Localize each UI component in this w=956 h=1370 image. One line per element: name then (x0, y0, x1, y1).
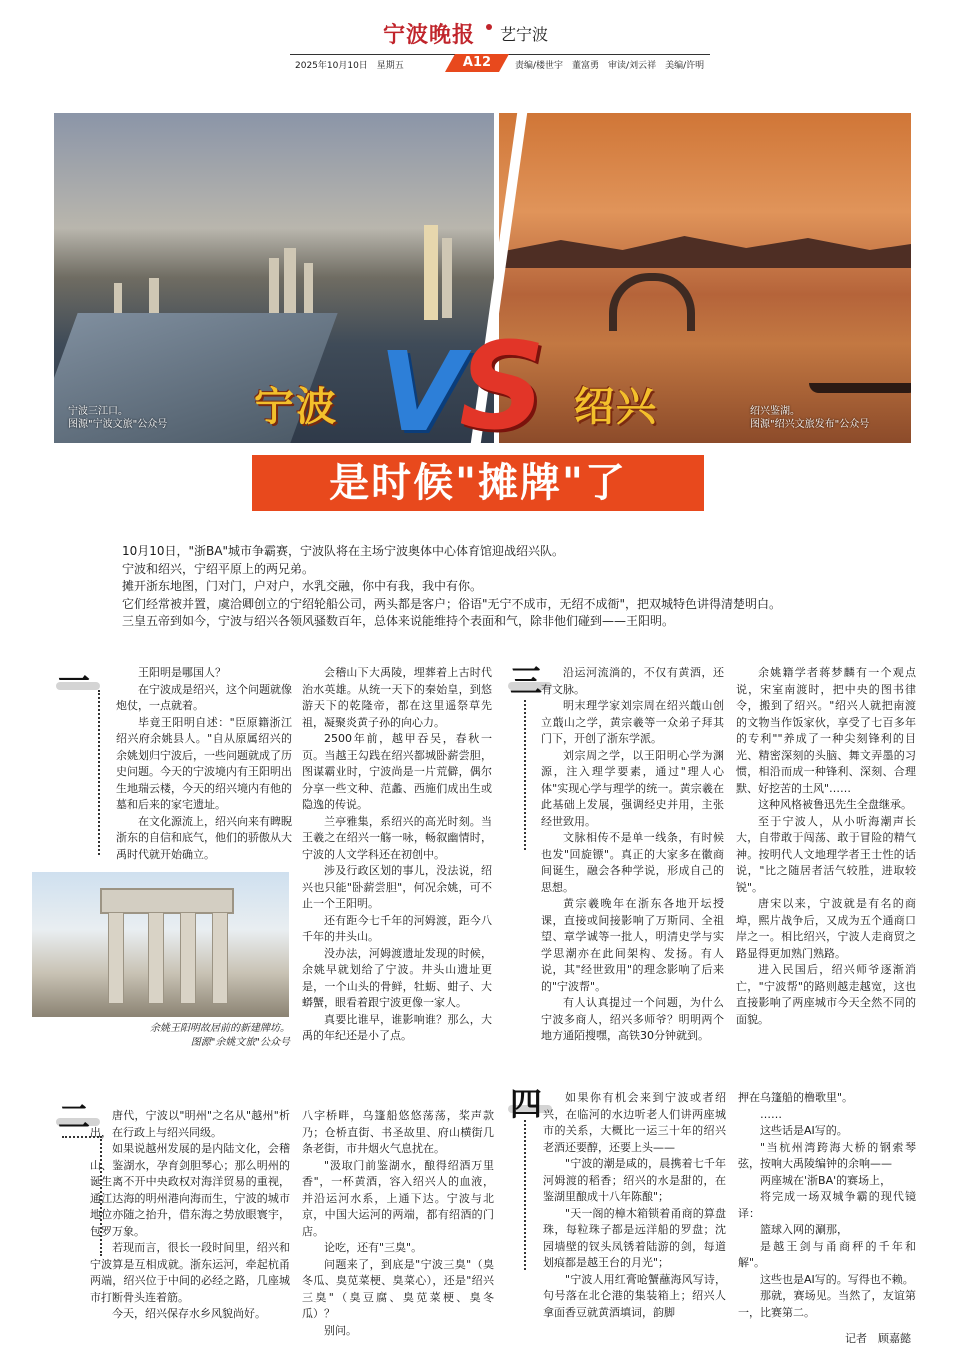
building (424, 225, 438, 320)
section-number-1 (56, 660, 104, 700)
issue-date: 2025年10月10日 星期五 (295, 61, 404, 71)
intro-paragraphs (122, 543, 882, 631)
section2-column1 (90, 1108, 290, 1323)
archway-caption (90, 1022, 290, 1050)
intro-line: 10月10日，"浙BA"城市争霸赛，宁波队将在主场宁波奥体中心体育馆迎战绍兴队。 (122, 544, 565, 558)
paragraph: 唐代，宁波以"明州"之名从"越州"析出，在行政上与绍兴同级。 (90, 1109, 290, 1139)
building (304, 263, 313, 313)
paragraph: 2500年前，越甲吞吴，春秋一页。当越王勾践在绍兴都城卧薪尝胆，图谋霸业时，宁波尚是一片荒僻，偶尔分享一些文种、范蠡、西施们成出生或隐逸的传说。 (302, 732, 492, 811)
paragraph: 今天，绍兴保存水乡风貌尚好。 (112, 1307, 266, 1320)
city-label-ningbo: 宁波 (254, 384, 338, 430)
section-numeral: 三 (510, 662, 543, 700)
dotted-rule (524, 700, 526, 850)
section2-column2 (302, 1108, 494, 1339)
city-label-shaoxing: 绍兴 (574, 384, 658, 430)
paragraph: 若现而言，很长一段时间里，绍兴和宁波算是互相成就。浙东运河，牵起杭甬两端，绍兴位于中间的必经之路，几座城市打断骨头连着筋。 (90, 1241, 290, 1304)
paragraph: 黄宗羲晚年在浙东各地开坛授课，直接或间接影响了万斯同、全祖望、章学诚等一批人，明清史学与实学思潮亦在此间架构、发扬。有人说，其"经世致用"的理念影响了后来的"宁波帮"。 (541, 897, 724, 993)
paragraph: 王阳明是哪国人？ (138, 666, 226, 679)
paragraph: 明末理学家刘宗周在绍兴蕺山创立蕺山之学，黄宗羲等一众弟子拜其门下，开创了浙东学派。 (541, 699, 724, 745)
shaoxing-photo (499, 113, 911, 443)
paragraph: 两座城在'浙BA'的赛场上， (760, 1173, 892, 1187)
masthead-dot (486, 24, 492, 30)
paragraph: 兰亭雅集，系绍兴的高光时刻。当王羲之在绍兴一觞一咏，畅叙幽情时，宁波的人文学科还在初创中。 (302, 814, 492, 861)
paragraph: 有人认真提过一个问题，为什么宁波多商人，绍兴多师爷？明明两个地方通陌搜嘿，高铁30分钟就到。 (541, 996, 724, 1042)
section1-column2 (302, 665, 492, 1045)
section-numeral: 四 (510, 1085, 543, 1123)
page-number: A12 (455, 54, 499, 72)
newspaper-logo: 宁波晚报 (383, 22, 476, 48)
paragraph: "当杭州湾跨海大桥的钢索琴弦，按响大禹陵编钟的余响—— (738, 1140, 916, 1170)
building (149, 278, 159, 313)
paragraph: 篮球入网的涮那， (760, 1223, 848, 1236)
paragraph: "汲取门前鉴湖水，酿得绍酒万里香"，一杯黄酒，容入绍兴人的血液，并沿运河水系，上通下达。宁波与北京，中国大运河的两端，都有绍酒的门店。 (302, 1158, 494, 1238)
paragraph: 在宁波成是绍兴，这个问题就像炮仗，一点就着。 (116, 682, 292, 712)
paragraph: 涉及行政区划的事儿，没法说，绍兴也只能"卧薪尝胆"，何况余姚，可不止一个王阳明。 (302, 864, 492, 910)
archway-pillar (148, 912, 164, 1004)
fishing-boat-shape (809, 383, 911, 393)
editor-credits: 责编/楼世宇 董富勇 审读/刘云祥 美编/许明 (515, 61, 705, 71)
paragraph: 这种风格被鲁迅先生全盘继承。 (758, 798, 912, 811)
section4-column2 (738, 1090, 916, 1321)
hero-image (54, 113, 911, 443)
paragraph: 沿运河流淌的，不仅有黄酒，还有文脉。 (541, 666, 724, 696)
vs-letter-s: S (459, 318, 546, 443)
paragraph: 如果说越州发展的是内陆文化，会稽山、鉴湖水，孕育剑胆琴心；那么明州的诞生离不开中央政权对海洋贸易的重视，通江达海的明州港向海而生，宁波的城市地位亦随之抬升，借东海之势放眼寰宇，包罗万象。 (90, 1142, 290, 1238)
paragraph: 八字桥畔，乌篷船悠悠荡荡，桨声款乃；仓桥直街、书圣故里、府山横街几条老街，市井烟火气息扰在。 (302, 1109, 494, 1155)
archway-pillar (180, 912, 196, 1004)
archway-roof (100, 888, 234, 914)
paragraph: 如果你有机会来到宁波或者绍兴，在临河的水边听老人们讲两座城市的关系，大概比一运三十年的绍兴老酒还要醇，还要上头—— (543, 1091, 726, 1154)
caption-line: 绍兴鉴湖。 (750, 406, 800, 417)
paragraph: …… (760, 1107, 782, 1121)
paragraph: 会稽山下大禹陵，埋葬着上古时代治水英雄。从统一天下的秦始皇，到悠游天下的乾隆帝，都在这里遥祭草先祖，凝聚炎黄子孙的向心力。 (302, 666, 492, 729)
intro-line: 摊开浙东地图，门对门，户对户，水乳交融，你中有我，我中有你。 (122, 579, 483, 593)
section-numeral: 一 (58, 662, 91, 700)
intro-line: 宁波和绍兴，宁绍平原上的两兄弟。 (122, 561, 315, 576)
section-name: 艺宁波 (500, 25, 549, 44)
dotted-rule (524, 1120, 526, 1270)
building (284, 248, 296, 313)
paragraph: 还有距今七千年的河姆渡，距今八千年的井头山。 (302, 913, 492, 943)
caption-credit: 图源"余姚文旅"公众号 (190, 1037, 290, 1048)
caption-credit: 图源"绍兴文旅发布"公众号 (750, 419, 870, 430)
paragraph: 问题来了，到底是"宁波三臭"（臭冬瓜、臭苋菜梗、臭菜心），还是"绍兴三臭"（臭豆腐、臭苋菜梗、臭冬瓜）？ (302, 1257, 494, 1320)
paragraph: 至于宁波人，从小听海潮声长大，自带敢于闯荡、敢于冒险的精气神。按明代人文地理学者王士性的话说，"比之随居者活气较胜，进取较锐"。 (736, 814, 916, 894)
section-numeral: 二 (58, 1098, 91, 1136)
paragraph: 是越王剑与甬商秤的千年和解"。 (738, 1239, 916, 1269)
paragraph: 这些话是AI写的。 (760, 1124, 848, 1137)
section3-column2 (736, 665, 916, 1028)
archway-pillar (108, 912, 124, 1004)
paragraph: 论吃，还有"三臭"。 (324, 1241, 423, 1254)
paragraph: "天一阁的樟木箱锁着甬商的算盘珠，每粒珠子都是远洋船的罗盘；沈园墙壁的钗头凤锈着陆游的剑，每道划痕都是越王台的月光"； (543, 1206, 726, 1269)
archway-pillar (212, 912, 228, 1004)
caption-line: 宁波三江口。 (68, 406, 128, 417)
paragraph: 唐宋以来，宁波就是有名的商埠，熙片战争后，又成为五个通商口岸之一。相比绍兴，宁波人走商贸之路显得更加熟门熟路。 (736, 897, 916, 960)
paragraph: 将完成一场双城争霸的现代镜译： (738, 1190, 916, 1220)
section3-column1 (541, 665, 724, 1045)
dotted-rule (98, 690, 100, 855)
intro-line: 三皇五帝到如今，宁波与绍兴各领风骚数百年，总体来说能维持个表面和气，除非他们碰到——王阳明。 (122, 614, 675, 628)
paragraph: 这些也是AI写的。写得也不赖。 (760, 1272, 914, 1286)
paragraph: 进入民国后，绍兴师爷逐渐消亡，"宁波帮"的路则越走越宽，这也直接影响了两座城市今天全然不同的面貌。 (736, 963, 916, 1026)
section1-column1 (116, 665, 292, 863)
caption-credit: 图源"宁波文旅"公众号 (68, 419, 168, 430)
paragraph: "宁波人用红膏呛蟹蘸海风写诗，句号落在北仑港的集装箱上；绍兴人拿面香豆就黄酒填词，韵脚 (543, 1272, 726, 1319)
left-photo-caption (68, 405, 167, 431)
building (114, 283, 122, 313)
paragraph: 刘宗周之学，以王阳明心学为渊源，注入理学要素，通过"理人心体"实现心学与理学的统一。黄宗羲在此基础上发展，强调经史并用，主张经世致用。 (541, 748, 724, 828)
paragraph: 毕竟王阳明自述："臣原籍浙江绍兴府余姚县人。"自从原属绍兴的余姚划归宁波后，一些问题就成了历史问题。今天的宁波境内有王阳明出生地瑞云楼，今天的绍兴境内有他的墓和后来的家宅遗址。 (116, 715, 292, 811)
building (442, 238, 452, 318)
intro-line: 它们经常被并置，虞洽卿创立的宁绍轮船公司，两头都是客户；俗语"无宁不成市，无绍不成衙"，把双城特色讲得清楚明白。 (122, 596, 782, 611)
paragraph: 余姚籍学者蒋梦麟有一个观点说，宋室南渡时，把中央的图书律令，搬到了绍兴。"绍兴人就把南渡的文物当作饭家伙，享受了七百多年的专利""养成了一种尖刻锋利的目光、精密深刻的头脑、舞文弄墨的习惯，相沿而成一种锋利、深刻、合理默、好挖苦的土风"…… (736, 666, 916, 795)
paragraph: 押在乌篷船的橹歌里"。 (738, 1091, 854, 1104)
building (269, 258, 279, 313)
right-photo-caption (750, 405, 869, 431)
section4-column1 (543, 1090, 726, 1321)
caption-line: 余姚王阳明故居前的新建牌坊。 (150, 1023, 290, 1034)
paragraph: 真要比谁早，谁影响谁？那么，大禹的年纪还是小了点。 (302, 1012, 492, 1042)
headline: 是时候"摊牌"了 (252, 455, 704, 511)
paragraph: 在文化源流上，绍兴向来有睥睨浙东的自信和底气，他们的骄傲从大禹时代就开始确立。 (116, 814, 292, 861)
paragraph: "宁波的潮是咸的，晨携着七千年河姆渡的稻香；绍兴的水是甜的，在鉴湖里酿成十八年陈酿"； (543, 1157, 726, 1203)
paragraph: 文脉相传不是单一线条，有时候也发"回旋镖"。真正的大家多在徽商间诞生，融会各种学说，形成自己的思想。 (541, 831, 724, 894)
paragraph: 没办法，河姆渡遗址发现的时候，余姚早就划给了宁波。井头山遗址更是，一个山头的骨鲜，牡蛎、蚶子、大蟒蟹，眼看着跟宁波更像一家人。 (302, 946, 492, 1009)
paragraph: 那就，赛场见。当然了，友谊第一，比赛第二。 (738, 1289, 916, 1319)
vs-letter-v: V (379, 328, 465, 443)
paragraph: 别问。 (324, 1323, 357, 1337)
reporter-byline: 记者 顾嘉懿 (845, 1332, 911, 1345)
